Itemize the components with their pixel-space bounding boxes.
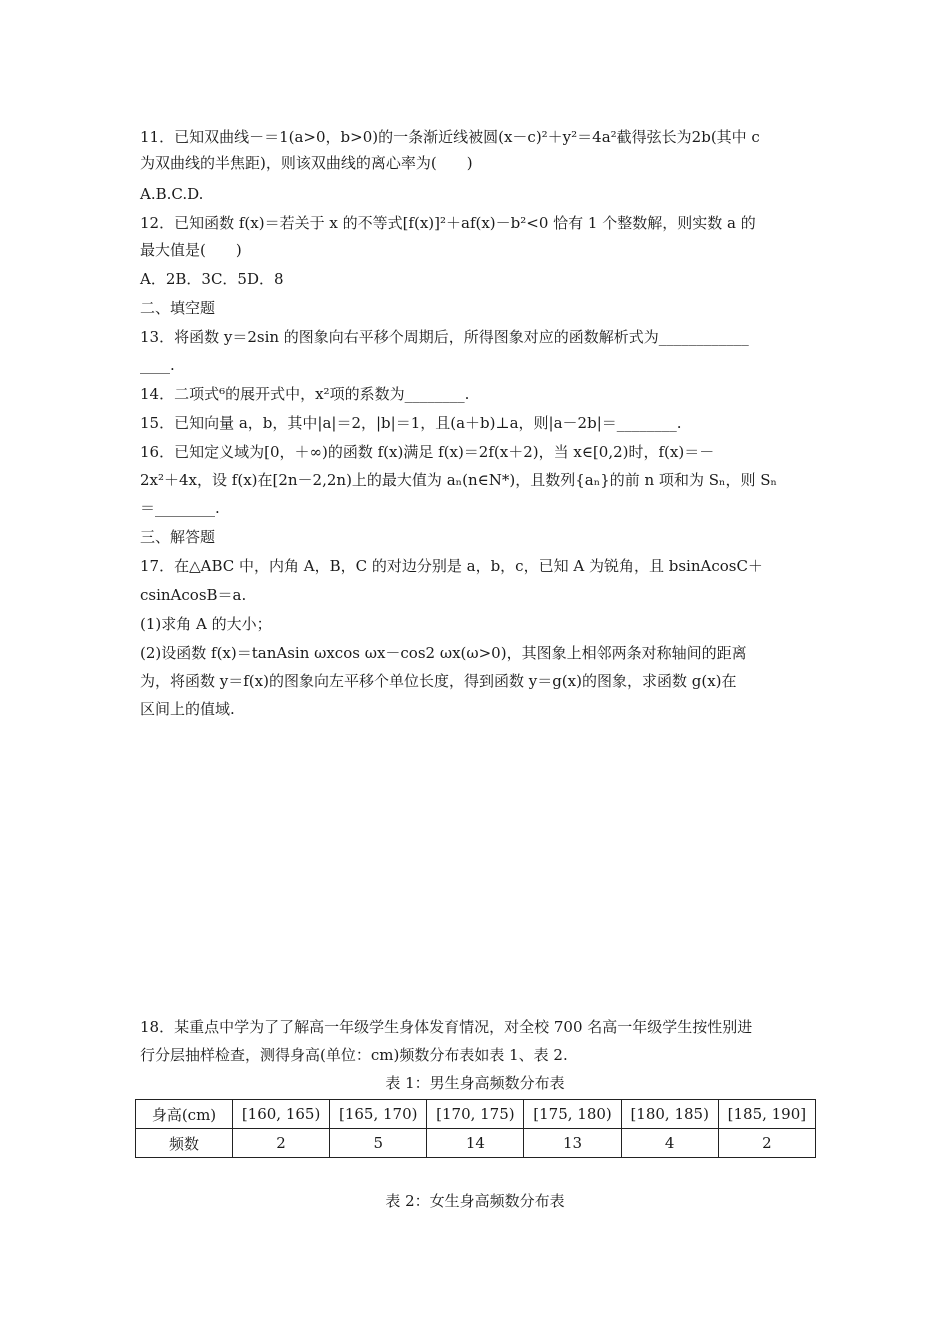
male-height-frequency-table [135,1099,816,1158]
problem-12-line-1: 12．已知函数 f(x)＝若关于 x 的不等式[f(x)]²＋af(x)－b²<0 恰有 1 个整数解，则实数 a 的 [140,214,756,232]
problem-18-line-2: 行分层抽样检查，测得身高(单位：cm)频数分布表如表 1、表 2. [140,1046,568,1064]
section-solutions-heading: 三、解答题 [140,528,216,546]
problem-16-line-2: 2x²＋4x，设 f(x)在[2n－2,2n)上的最大值为 aₙ(n∈N*)，且数列{aₙ}的前 n 项和为 Sₙ，则 Sₙ [140,471,778,489]
problem-11-line-1: 11．已知双曲线－＝1(a>0，b>0)的一条渐近线被圆(x－c)²＋y²＝4a²截得弦长为2b(其中 c [140,128,760,146]
table-cell: 14 [427,1129,524,1158]
table-cell: 2 [718,1129,815,1158]
table-row [136,1129,816,1158]
problem-11-options: A.B.C.D. [140,185,204,203]
table-2-caption: 表 2：女生身高频数分布表 [385,1192,565,1210]
table-cell: 5 [330,1129,427,1158]
problem-12-options: A．2B．3C．5D．8 [140,270,284,288]
table-cell: 13 [524,1129,621,1158]
problem-17-part-2-line-3: 区间上的值域. [140,700,235,718]
section-fill-in-heading: 二、填空题 [140,299,216,317]
table-header-cell: [160, 165) [233,1100,330,1129]
table-cell: 2 [233,1129,330,1158]
table-header-row [136,1100,816,1129]
table-header-cell: [170, 175) [427,1100,524,1129]
problem-17-part-1: (1)求角 A 的大小； [140,615,272,633]
problem-13-line-2: ____. [140,356,175,374]
table-header-cell: [185, 190] [718,1100,815,1129]
problem-13-line-1: 13．将函数 y＝2sin 的图象向右平移个周期后，所得图象对应的函数解析式为____________ [140,328,749,346]
table-1-caption: 表 1：男生身高频数分布表 [385,1074,565,1092]
problem-17-part-2-line-2: 为，将函数 y＝f(x)的图象向左平移个单位长度，得到函数 y＝g(x)的图象，求函数 g(x)在 [140,672,737,690]
problem-16-line-1: 16．已知定义域为[0，＋∞)的函数 f(x)满足 f(x)＝2f(x＋2)，当 x∈[0,2)时，f(x)＝－ [140,443,715,461]
problem-17-line-1: 17．在△ABC 中，内角 A，B，C 的对边分别是 a，b，c，已知 A 为锐角，且 bsinAcosC＋ [140,557,763,575]
problem-16-line-3: ＝________. [140,499,220,517]
problem-11-line-2: 为双曲线的半焦距)，则该双曲线的离心率为( ) [140,154,473,172]
problem-12-line-2: 最大值是( ) [140,241,242,259]
problem-17-line-2: csinAcosB＝a. [140,586,247,604]
table-header-cell: [175, 180) [524,1100,621,1129]
table-header-cell: [165, 170) [330,1100,427,1129]
table-header-cell: [180, 185) [621,1100,718,1129]
problem-14: 14．二项式⁶的展开式中，x²项的系数为________. [140,385,470,403]
table-cell: 频数 [136,1129,233,1158]
problem-18-line-1: 18．某重点中学为了了解高一年级学生身体发育情况，对全校 700 名高一年级学生按性别进 [140,1018,753,1036]
problem-15: 15．已知向量 a，b，其中|a|＝2，|b|＝1，且(a＋b)⊥a，则|a－2b|＝________. [140,414,682,432]
table-header-cell: 身高(cm) [136,1100,233,1129]
table-cell: 4 [621,1129,718,1158]
problem-17-part-2-line-1: (2)设函数 f(x)＝tanAsin ωxcos ωx－cos2 ωx(ω>0)，其图象上相邻两条对称轴间的距离 [140,644,747,662]
